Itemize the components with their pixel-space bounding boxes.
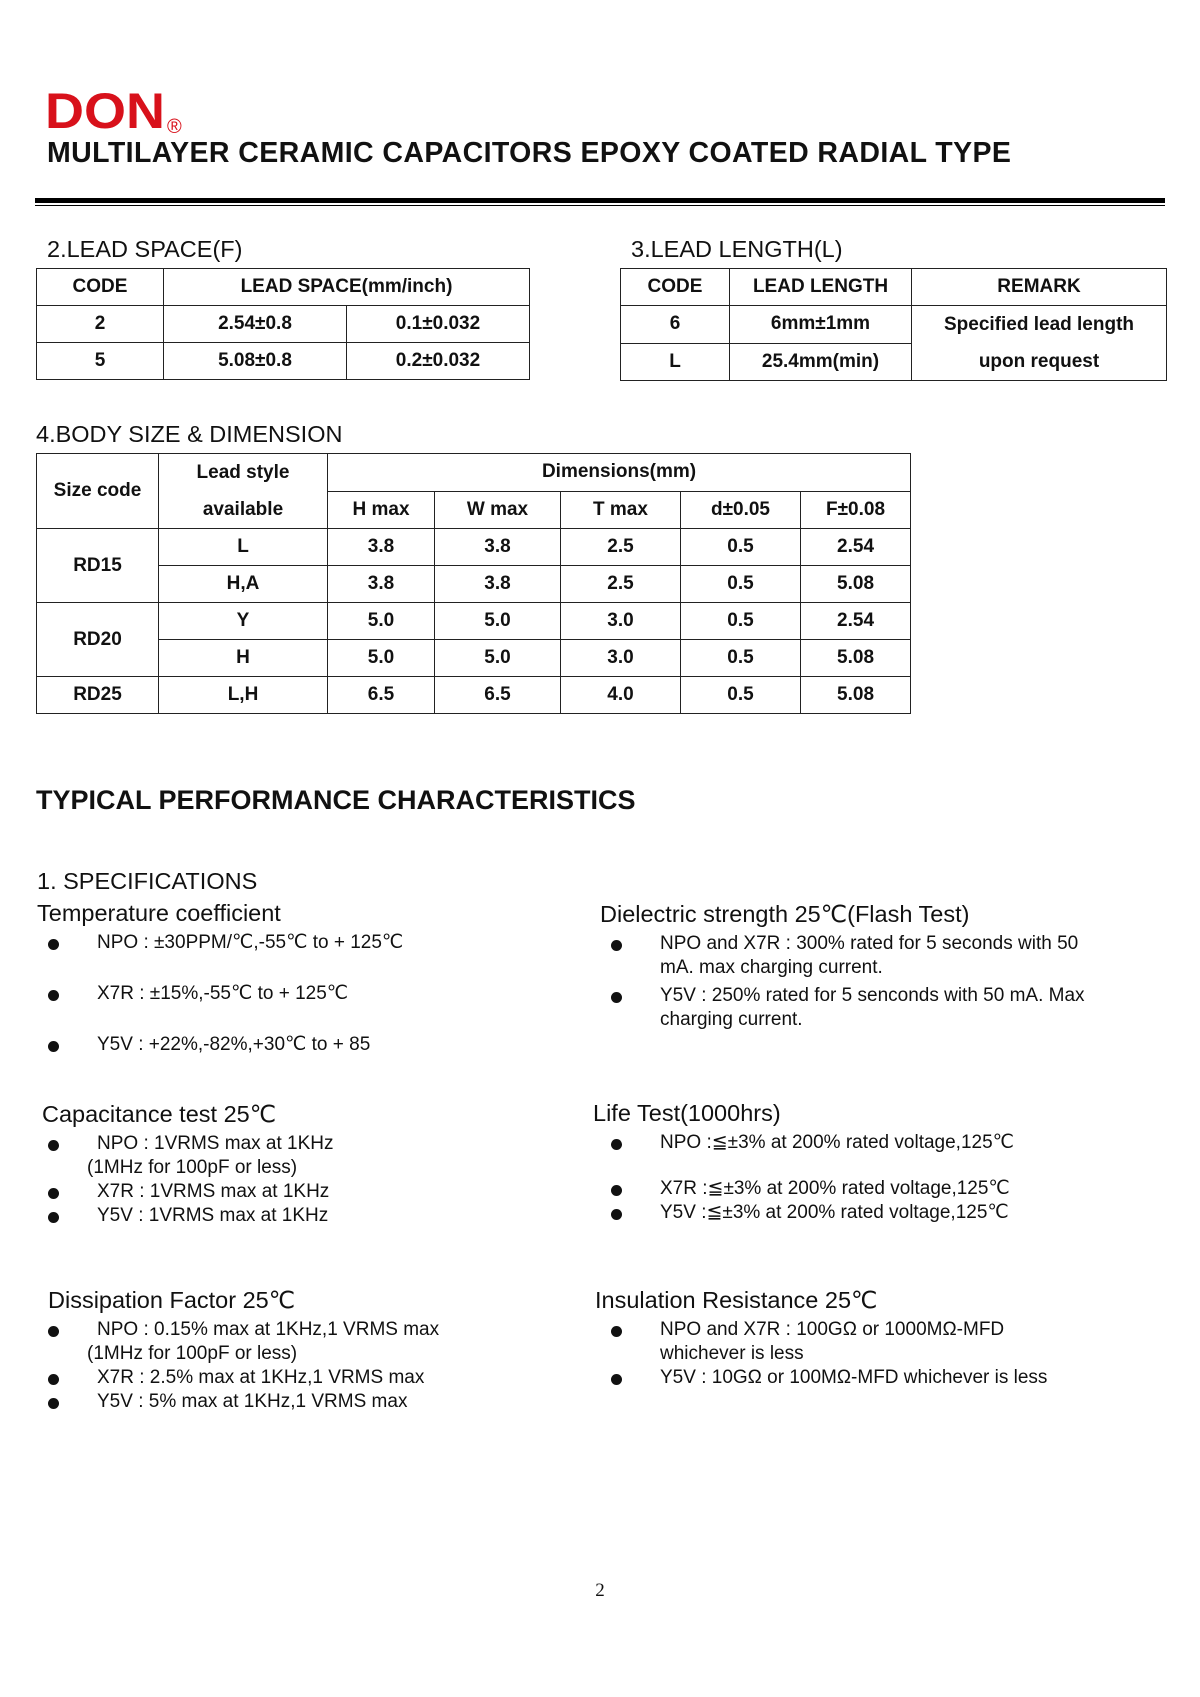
w-max-cell: 6.5 (435, 677, 561, 714)
spec-block-title: Temperature coefficient (37, 900, 281, 926)
lead-space-header-code: CODE (37, 269, 164, 306)
spec-block-capacitance (42, 1100, 339, 1228)
header-t-max: T max (561, 491, 681, 529)
body-size-heading: 4.BODY SIZE & DIMENSION (36, 421, 343, 447)
spec-line (600, 932, 1085, 956)
h-max-cell: 3.8 (328, 566, 435, 603)
document-title: MULTILAYER CERAMIC CAPACITORS EPOXY COATED RADIAL TYPE (47, 137, 1012, 169)
h-max-cell: 5.0 (328, 603, 435, 640)
spec-line (37, 1342, 439, 1366)
spec-block-title: Dissipation Factor 25℃ (48, 1287, 296, 1313)
spec-text: Y5V : 1VRMS max at 1KHz (97, 1205, 329, 1226)
bullet-icon (48, 990, 59, 1001)
table-row (37, 566, 911, 603)
f-cell: 5.08 (801, 677, 911, 714)
spec-line (37, 1156, 334, 1180)
w-max-cell: 5.0 (435, 640, 561, 677)
lead-length-value: 6mm±1mm (730, 306, 912, 344)
bullet-icon (611, 940, 622, 951)
table-row (37, 306, 530, 343)
lead-style-cell: H,A (159, 566, 328, 603)
spec-line (37, 1180, 334, 1204)
lead-length-header-remark: REMARK (912, 269, 1167, 306)
spec-line (37, 1318, 439, 1342)
spec-text: mA. max charging current. (660, 957, 883, 978)
spec-line (600, 1008, 1085, 1032)
lead-space-table (36, 268, 530, 380)
lead-length-remark (912, 306, 1167, 381)
header-rule (35, 198, 1165, 203)
lead-style-line-2: available (202, 499, 284, 520)
spec-text: X7R :≦±3% at 200% rated voltage,125℃ (660, 1178, 1010, 1199)
t-max-cell: 3.0 (561, 603, 681, 640)
bullet-icon (48, 1188, 59, 1199)
d-cell: 0.5 (681, 529, 801, 566)
w-max-cell: 5.0 (435, 603, 561, 640)
spec-line (37, 1390, 439, 1414)
bullet-icon (611, 1374, 622, 1385)
remark-line-2: upon request (978, 351, 1100, 372)
spec-text: NPO : 1VRMS max at 1KHz (97, 1133, 334, 1154)
lead-length-header-code: CODE (621, 269, 730, 306)
spec-text: X7R : 2.5% max at 1KHz,1 VRMS max (97, 1367, 425, 1388)
lead-space-mm: 5.08±0.8 (164, 343, 347, 380)
spec-text: X7R : ±15%,-55℃ to + 125℃ (97, 983, 349, 1004)
bullet-icon (611, 1326, 622, 1337)
bullet-icon (48, 1326, 59, 1337)
d-cell: 0.5 (681, 640, 801, 677)
bullet-icon (48, 1041, 59, 1052)
spec-line (600, 956, 1085, 980)
spec-line (37, 1033, 403, 1057)
spec-text: (1MHz for 100pF or less) (87, 1343, 298, 1364)
table-row (37, 343, 530, 380)
lead-length-code: L (621, 343, 730, 381)
spec-text: Y5V : 10GΩ or 100MΩ-MFD whichever is less (660, 1367, 1048, 1388)
spec-block-title: Dielectric strength 25℃(Flash Test) (600, 901, 970, 927)
f-cell: 2.54 (801, 529, 911, 566)
d-cell: 0.5 (681, 566, 801, 603)
spec-text: Y5V : +22%,-82%,+30℃ to + 85 (97, 1034, 371, 1055)
spec-text: charging current. (660, 1009, 803, 1030)
spec-line (600, 1366, 1047, 1390)
spec-text: NPO and X7R : 300% rated for 5 seconds with 50 (660, 933, 1079, 954)
logo-text: DON (45, 84, 165, 134)
lead-space-code: 2 (37, 306, 164, 343)
h-max-cell: 6.5 (328, 677, 435, 714)
bullet-icon (48, 1140, 59, 1151)
spec-line (600, 1342, 1047, 1366)
header-w-max: W max (435, 491, 561, 529)
spec-line (37, 1204, 334, 1228)
t-max-cell: 2.5 (561, 529, 681, 566)
w-max-cell: 3.8 (435, 566, 561, 603)
f-cell: 2.54 (801, 603, 911, 640)
spec-text: NPO and X7R : 100GΩ or 1000MΩ-MFD (660, 1319, 1005, 1340)
header-h-max: H max (328, 491, 435, 529)
spec-text: Y5V :≦±3% at 200% rated voltage,125℃ (660, 1202, 1009, 1223)
table-row (37, 640, 911, 677)
spec-line (37, 1366, 439, 1390)
body-size-table (36, 453, 911, 714)
remark-line-1: Specified lead length (943, 314, 1135, 335)
lead-style-cell: L,H (159, 677, 328, 714)
header-lead-style (159, 454, 328, 529)
header-d: d±0.05 (681, 491, 801, 529)
lead-style-line-1: Lead style (196, 462, 290, 483)
spec-line (37, 982, 403, 1006)
d-cell: 0.5 (681, 603, 801, 640)
lead-length-heading: 3.LEAD LENGTH(L) (631, 236, 843, 262)
spec-block-dielectric (600, 900, 1085, 1032)
t-max-cell: 2.5 (561, 566, 681, 603)
performance-heading: TYPICAL PERFORMANCE CHARACTERISTICS (36, 785, 636, 815)
lead-space-mm: 2.54±0.8 (164, 306, 347, 343)
lead-space-header-space: LEAD SPACE(mm/inch) (164, 269, 530, 306)
spec-line (600, 984, 1085, 1008)
lead-length-table (620, 268, 1167, 381)
table-row (37, 529, 911, 566)
bullet-icon (48, 1212, 59, 1223)
spec-block-life-test (593, 1100, 1014, 1225)
lead-space-heading: 2.LEAD SPACE(F) (47, 236, 243, 262)
lead-style-cell: L (159, 529, 328, 566)
table-row (37, 603, 911, 640)
t-max-cell: 4.0 (561, 677, 681, 714)
spec-text: Y5V : 5% max at 1KHz,1 VRMS max (97, 1391, 408, 1412)
spec-line (600, 1318, 1047, 1342)
spec-block-title: Life Test(1000hrs) (593, 1100, 781, 1126)
t-max-cell: 3.0 (561, 640, 681, 677)
table-row (37, 677, 911, 714)
spec-line (600, 1177, 1014, 1201)
spec-text: Y5V : 250% rated for 5 senconds with 50 mA. Max (660, 985, 1085, 1006)
bullet-icon (48, 1374, 59, 1385)
spec-text: NPO :≦±3% at 200% rated voltage,125℃ (660, 1132, 1014, 1153)
bullet-icon (611, 992, 622, 1003)
table-row (621, 306, 1167, 344)
d-cell: 0.5 (681, 677, 801, 714)
spec-block-insulation (595, 1286, 1048, 1390)
spec-text: (1MHz for 100pF or less) (87, 1157, 298, 1178)
don-logo (45, 84, 195, 134)
header-f: F±0.08 (801, 491, 911, 529)
spec-text: whichever is less (660, 1343, 804, 1364)
bullet-icon (611, 1209, 622, 1220)
lead-space-code: 5 (37, 343, 164, 380)
lead-length-value: 25.4mm(min) (730, 343, 912, 381)
specifications-heading: 1. SPECIFICATIONS (37, 868, 258, 894)
header-dimensions: Dimensions(mm) (328, 454, 911, 492)
header-size-code: Size code (37, 454, 159, 529)
spec-line (600, 1131, 1014, 1155)
f-cell: 5.08 (801, 566, 911, 603)
registered-mark: ® (167, 116, 182, 134)
spec-text: NPO : 0.15% max at 1KHz,1 VRMS max (97, 1319, 440, 1340)
spec-line (37, 931, 403, 955)
spec-block-title: Insulation Resistance 25℃ (595, 1287, 878, 1313)
lead-style-cell: Y (159, 603, 328, 640)
h-max-cell: 3.8 (328, 529, 435, 566)
spec-block-title: Capacitance test 25℃ (42, 1101, 277, 1127)
size-code-cell: RD25 (37, 677, 159, 714)
w-max-cell: 3.8 (435, 529, 561, 566)
spec-block-dissipation (48, 1286, 450, 1414)
size-code-cell: RD20 (37, 603, 159, 677)
h-max-cell: 5.0 (328, 640, 435, 677)
lead-length-code: 6 (621, 306, 730, 344)
lead-space-inch: 0.2±0.032 (347, 343, 530, 380)
lead-space-inch: 0.1±0.032 (347, 306, 530, 343)
header-rule-thin (35, 205, 1165, 206)
lead-style-cell: H (159, 640, 328, 677)
bullet-icon (611, 1185, 622, 1196)
bullet-icon (611, 1139, 622, 1150)
spec-text: NPO : ±30PPM/℃,-55℃ to + 125℃ (97, 932, 404, 953)
spec-line (37, 1132, 334, 1156)
f-cell: 5.08 (801, 640, 911, 677)
bullet-icon (48, 1398, 59, 1409)
lead-length-header-length: LEAD LENGTH (730, 269, 912, 306)
page-number: 2 (595, 1580, 605, 1601)
bullet-icon (48, 939, 59, 950)
spec-text: X7R : 1VRMS max at 1KHz (97, 1181, 330, 1202)
spec-block-temperature (37, 900, 403, 1057)
spec-line (600, 1201, 1014, 1225)
size-code-cell: RD15 (37, 529, 159, 603)
